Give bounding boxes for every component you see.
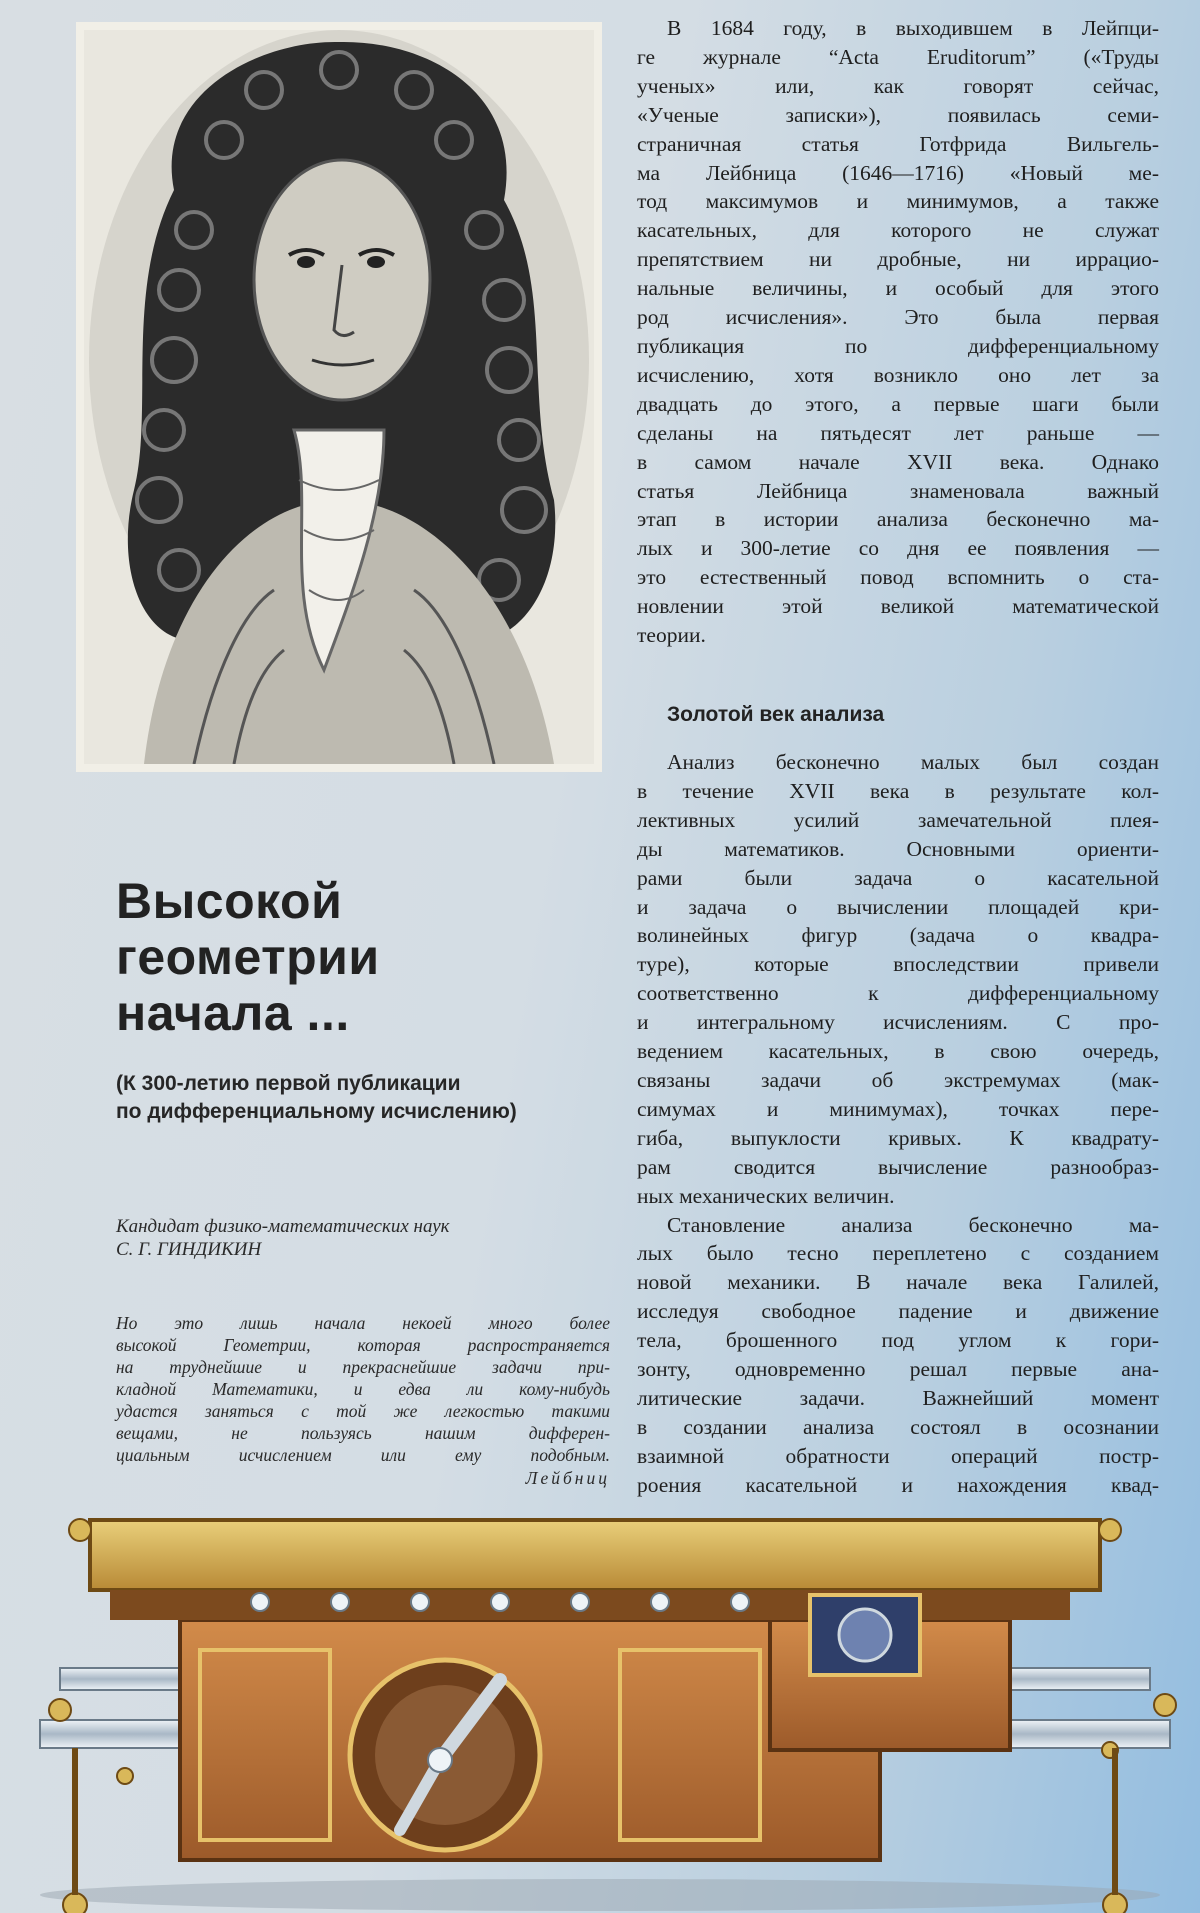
text-line: рам сводится вычисление разнообраз- <box>637 1154 1159 1179</box>
text-line: исследуя свободное падение и движение <box>637 1299 1159 1324</box>
text-line: это естественный повод вспомнить о ста- <box>637 565 1159 590</box>
epigraph-line: циальным исчислением или ему подобным. <box>116 1445 610 1465</box>
text-line: в течение XVII века в результате кол- <box>637 778 1159 803</box>
text-line: Становление анализа бесконечно ма- <box>667 1212 1159 1237</box>
text-line: гиба, выпуклости кривых. К квадрату- <box>637 1125 1159 1150</box>
text-line: туре), которые впоследствии привели <box>637 952 1159 977</box>
text-line: и задача о вычислении площадей кри- <box>637 894 1159 919</box>
epigraph-line: вещами, не пользуясь нашим дифферен- <box>116 1423 610 1443</box>
section-heading: Золотой век анализа <box>667 703 885 726</box>
author-name: С. Г. ГИНДИКИН <box>116 1239 262 1260</box>
epigraph-line: Но это лишь начала некоей много более <box>116 1313 610 1333</box>
text-line: взаимной обратности операций постр- <box>637 1443 1159 1468</box>
text-line: волинейных фигур (задача о квадра- <box>637 923 1159 948</box>
text-line: ных механических величин. <box>637 1183 895 1208</box>
intro-paragraph <box>637 14 1159 650</box>
leibniz-portrait <box>76 22 602 772</box>
text-line: и интегральному исчислениям. С про- <box>637 1010 1159 1035</box>
text-line: рами были задача о касательной <box>637 865 1159 890</box>
text-line: Анализ бесконечно малых был создан <box>667 750 1159 774</box>
text-line: соответственно к дифференциальному <box>637 981 1159 1006</box>
text-line: «Ученые записки»), появилась семи- <box>637 102 1159 127</box>
author-byline <box>116 1215 616 1261</box>
epigraph-line: кладной Математики, и едва ли кому-нибудь <box>116 1379 610 1399</box>
text-line: в создании анализа состоял в осознании <box>637 1414 1159 1439</box>
text-line: сделаны на пятьдесят лет раньше — <box>637 420 1159 445</box>
text-line: ды математиков. Основными ориенти- <box>637 836 1159 861</box>
text-line: лых и 300-летие со дня ее появления — <box>637 536 1159 561</box>
text-line: исчислению, хотя возникло оно лет за <box>637 362 1159 387</box>
machine-image <box>0 1490 1200 1913</box>
epigraph-signature: Лейбниц <box>525 1468 610 1488</box>
text-line: роения касательной и нахождения квад- <box>637 1472 1159 1497</box>
epigraph-line: удастся заняться с той же легкостью такими <box>116 1401 610 1421</box>
section-paragraph <box>637 748 1159 1500</box>
text-line: статья Лейбница знаменовала важный <box>637 478 1159 503</box>
epigraph-line: высокой Геометрии, которая распространяется <box>116 1335 610 1355</box>
text-line: касательных, для которого не служат <box>637 218 1159 243</box>
text-line: публикация по дифференциальному <box>637 333 1159 358</box>
title-line: геометрии <box>116 929 380 985</box>
title-line: начала ... <box>116 985 350 1041</box>
text-line: новлении этой великой математической <box>637 594 1159 619</box>
text-line: ге журнале “Acta Eruditorum” («Труды <box>637 44 1159 69</box>
subtitle-line: (К 300-летию первой публикации <box>116 1072 461 1095</box>
text-line: нальные величины, и особый для этого <box>637 276 1159 301</box>
text-line: теории. <box>637 623 706 648</box>
text-line: препятствием ни дробные, ни иррацио- <box>637 247 1159 272</box>
text-line: ведением касательных, в свою очередь, <box>637 1039 1159 1064</box>
text-line: тод максимумов и минимумов, а также <box>637 189 1159 214</box>
epigraph-line: на труднейшие и прекраснейшие задачи при- <box>116 1357 610 1377</box>
text-line: зонту, одновременно решал первые ана- <box>637 1357 1159 1382</box>
text-line: новой механики. В начале века Галилей, <box>637 1270 1159 1295</box>
text-line: В 1684 году, в выходившем в Лейпци- <box>667 16 1159 40</box>
title-line: Высокой <box>116 873 343 929</box>
subtitle-line: по дифференциальному исчислению) <box>116 1100 517 1123</box>
text-line: этап в истории анализа бесконечно ма- <box>637 507 1159 532</box>
text-line: связаны задачи об экстремумах (мак- <box>637 1067 1159 1092</box>
text-line: симумах и минимумах), точках пере- <box>637 1096 1159 1121</box>
text-line: в самом начале XVII века. Однако <box>637 449 1159 474</box>
portrait-image <box>84 30 594 764</box>
text-line: ученых» или, как говорят сейчас, <box>637 73 1159 98</box>
article-subtitle <box>116 1070 636 1126</box>
text-line: лективных усилий замечательной плея- <box>637 807 1159 832</box>
calculating-machine-illustration <box>0 1490 1200 1913</box>
text-line: литические задачи. Важнейший момент <box>637 1385 1159 1410</box>
text-line: род исчисления». Это была первая <box>637 305 1159 330</box>
text-line: двадцать до этого, а первые шаги были <box>637 391 1159 416</box>
author-credential: Кандидат физико-математических наук <box>116 1216 450 1237</box>
text-line: страничная статья Готфрида Вильгель- <box>637 131 1159 156</box>
article-title <box>116 873 636 1041</box>
text-line: тела, брошенного под углом к гори- <box>637 1328 1159 1353</box>
text-line: лых было тесно переплетено с созданием <box>637 1241 1159 1266</box>
text-line: ма Лейбница (1646—1716) «Новый ме- <box>637 160 1159 185</box>
epigraph <box>116 1312 610 1489</box>
